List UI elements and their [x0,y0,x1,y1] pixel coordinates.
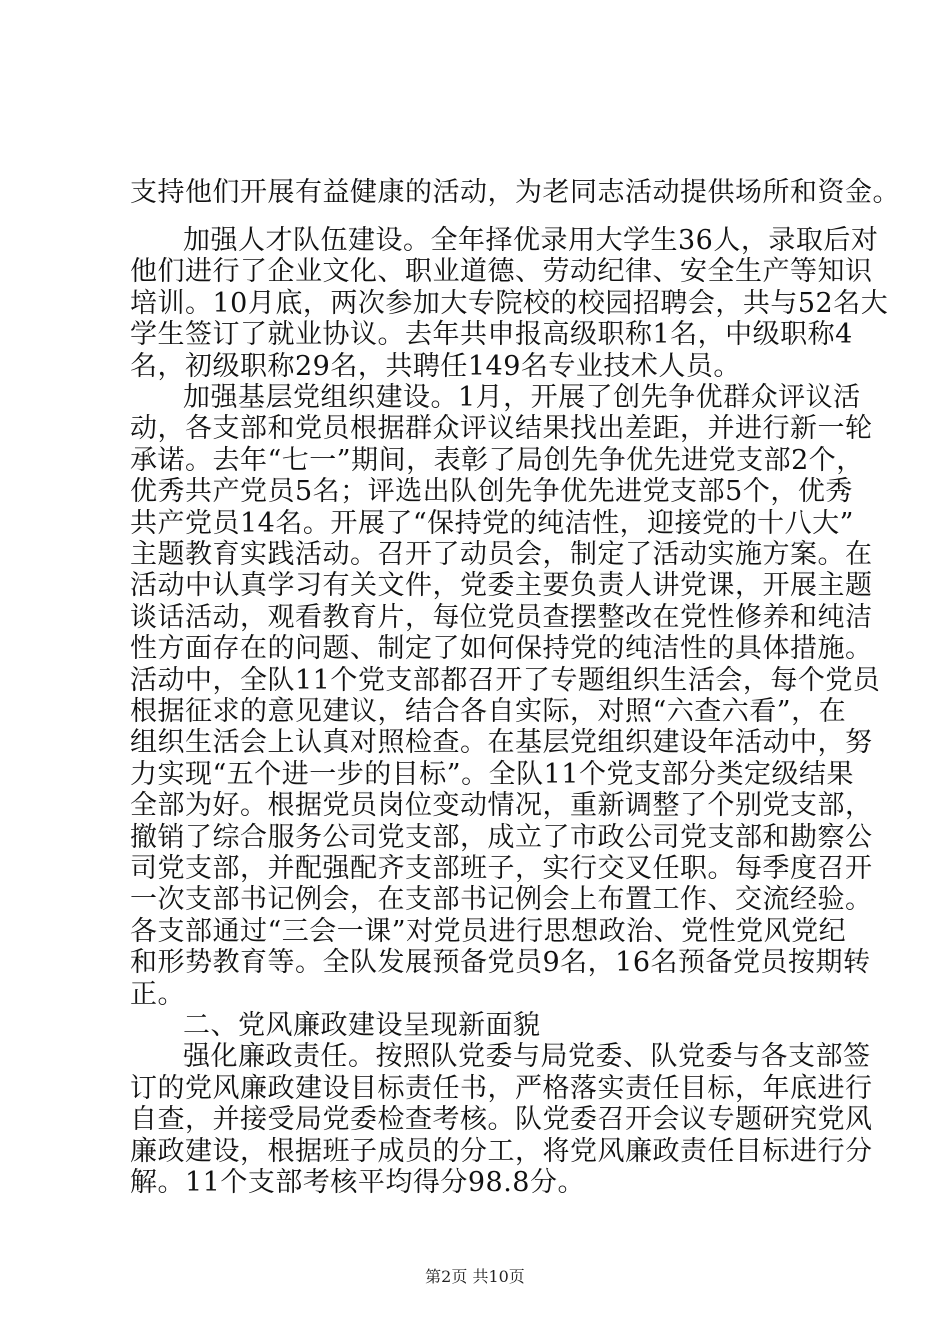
paragraph-line: 培训。10月底，两次参加大专院校的校园招聘会，共与52名大 [130,288,889,319]
paragraph-line: 共产党员14名。开展了“保持党的纯洁性，迎接党的十八大” [130,508,854,539]
paragraph-line: 自查，并接受局党委检查考核。队党委召开会议专题研究党风 [130,1104,873,1135]
paragraph-line: 动，各支部和党员根据群众评议结果找出差距，并进行新一轮 [130,413,873,444]
paragraph-line: 司党支部，并配强配齐支部班子，实行交叉任职。每季度召开 [130,853,873,884]
paragraph-line: 组织生活会上认真对照检查。在基层党组织建设年活动中，努 [130,727,873,758]
paragraph-line: 名，初级职称29名，共聘任149名专业技术人员。 [130,351,741,382]
section-heading: 二、党风廉政建设呈现新面貌 [183,1010,541,1041]
paragraph-line: 支持他们开展有益健康的活动，为老同志活动提供场所和资金。 [130,177,900,208]
paragraph-line: 性方面存在的问题、制定了如何保持党的纯洁性的具体措施。 [130,633,873,664]
paragraph-line: 加强基层党组织建设。1月，开展了创先争优群众评议活 [183,382,861,413]
paragraph-line: 和形势教育等。全队发展预备党员9名，16名预备党员按期转 [130,947,871,978]
paragraph-line: 一次支部书记例会，在支部书记例会上布置工作、交流经验。 [130,884,873,915]
paragraph-line: 全部为好。根据党员岗位变动情况，重新调整了个别党支部， [130,790,873,821]
paragraph-line: 解。11个支部考核平均得分98.8分。 [130,1167,585,1198]
paragraph-line: 学生签订了就业协议。去年共申报高级职称1名，中级职称4 [130,319,853,350]
paragraph-line: 各支部通过“三会一课”对党员进行思想政治、党性党风党纪 [130,916,847,947]
paragraph-line: 谈话活动，观看教育片，每位党员查摆整改在党性修养和纯洁 [130,602,873,633]
paragraph-line: 根据征求的意见建议，结合各自实际，对照“六查六看”，在 [130,696,847,727]
paragraph-line: 力实现“五个进一步的目标”。全队11个党支部分类定级结果 [130,759,854,790]
paragraph-line: 主题教育实践活动。召开了动员会，制定了活动实施方案。在 [130,539,873,570]
paragraph-line: 他们进行了企业文化、职业道德、劳动纪律、安全生产等知识 [130,256,873,287]
paragraph-line: 强化廉政责任。按照队党委与局党委、队党委与各支部签 [183,1041,871,1072]
paragraph-line: 廉政建设，根据班子成员的分工，将党风廉政责任目标进行分 [130,1136,873,1167]
paragraph-line: 活动中认真学习有关文件，党委主要负责人讲党课，开展主题 [130,570,873,601]
paragraph-line: 活动中，全队11个党支部都召开了专题组织生活会，每个党员 [130,665,881,696]
page-footer: 第2页 共10页 [425,1267,525,1286]
paragraph-line: 加强人才队伍建设。全年择优录用大学生36人，录取后对 [183,225,879,256]
paragraph-line: 订的党风廉政建设目标责任书，严格落实责任目标，年底进行 [130,1073,873,1104]
paragraph-line: 优秀共产党员5名；评选出队创先争优先进党支部5个，优秀 [130,476,853,507]
paragraph-line: 承诺。去年“七一”期间，表彰了局创先争优先进党支部2个， [130,445,864,476]
paragraph-line: 正。 [130,979,185,1010]
paragraph-line: 撤销了综合服务公司党支部，成立了市政公司党支部和勘察公 [130,822,873,853]
